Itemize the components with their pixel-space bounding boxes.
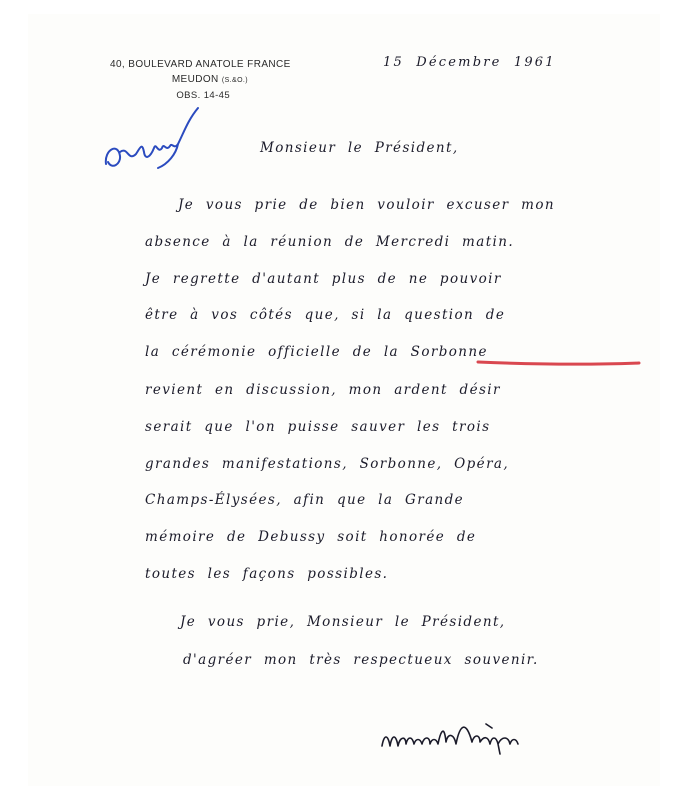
letter-line: la cérémonie officielle de la Sorbonne (145, 344, 488, 360)
letter-line: revient en discussion, mon ardent désir (145, 382, 501, 398)
red-pencil-underline (476, 360, 641, 366)
letter-line: être à vos côtés que, si la question de (145, 307, 506, 323)
letterhead-city-line (110, 72, 270, 88)
letter-date: 15 Décembre 1961 (383, 55, 556, 70)
letter-line: Je regrette d'autant plus de ne pouvoir (145, 271, 502, 287)
letter-line: mémoire de Debussy soit honorée de (145, 529, 477, 545)
letter-line: d'agréer mon très respectueux souvenir. (183, 652, 539, 668)
letter-line: absence à la réunion de Mercredi matin. (145, 234, 515, 250)
letter-page (28, 14, 660, 786)
letterhead-address: 40, BOULEVARD ANATOLE FRANCE (110, 59, 291, 70)
letter-salutation: Monsieur le Président, (260, 140, 459, 156)
letter-line: Champs-Élysées, afin que la Grande (145, 492, 465, 508)
letter-line: Je vous prie de bien vouloir excuser mon (178, 197, 556, 213)
letter-line: toutes les façons possibles. (145, 566, 389, 582)
letterhead-department: (S.&O.) (221, 77, 248, 84)
letter-line: grandes manifestations, Sorbonne, Opéra, (145, 456, 510, 472)
letterhead-phone: OBS. 14-45 (176, 90, 230, 101)
letterhead-city: MEUDON (171, 74, 219, 85)
handwritten-signature (376, 714, 596, 758)
letter-line: Je vous prie, Monsieur le Président, (180, 614, 506, 630)
letter-line: serait que l'on puisse sauver les trois (145, 419, 491, 435)
letterhead (110, 57, 291, 103)
blue-pencil-annotation (98, 102, 208, 182)
